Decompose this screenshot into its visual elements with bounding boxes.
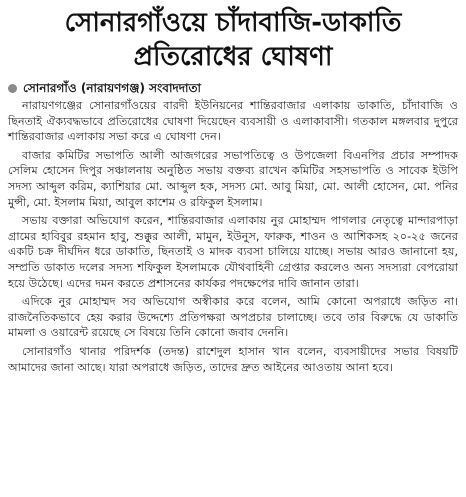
- headline-line-2: প্রতিরোধের ঘোষণা: [133, 42, 333, 72]
- bullet-icon: [8, 84, 17, 93]
- paragraph-2: বাজার কমিটির সভাপতি আলী আজগরের সভাপতিত্বে ও উপজেলা বিএনপির প্রচার সম্পাদক সেলিম হোসেন দিপুর সঞ্চালনায় অনুষ্ঠিত সভায় বক্তব্য রাখেন কমিটির সহসভাপতি ও সাবেক ইউপি সদস্য আব্দুল করিম, ক্যাশিয়ার মো. আব্দুল হক, সদস্য মো. আবু মিয়া, মো. আলী হোসেন, মো. পনির মুন্সী, মো. ইসলাম মিয়া, আবুল কাশেম ও রফিকুল ইসলাম।: [8, 148, 458, 209]
- headline: [0, 0, 466, 74]
- paragraph-4: এদিকে নুর মোহাম্মদ সব অভিযোগ অস্বীকার করে বলেন, আমি কোনো অপরাধে জড়িত না। রাজনৈতিকভাবে হেয় করার উদ্দেশ্যে প্রতিপক্ষরা অপপ্রচার চালাচ্ছে। তবে তার বিরুদ্ধে যে ডাকাতি মামলা ও ওয়ারেন্ট রয়েছে সে বিষয়ে তিনি কোনো জবাব দেননি।: [8, 295, 458, 340]
- byline-text: সোনারগাঁও (নারায়ণগঞ্জ) সংবাদদাতা: [23, 81, 202, 95]
- article-body: [8, 98, 458, 375]
- paragraph-1: নারায়ণগঞ্জের সোনারগাঁওয়ের বারদী ইউনিয়নের শান্তিরবাজার এলাকায় ডাকাতি, চাঁদাবাজি ও ছিনতাই ঐক্যবদ্ধভাবে প্রতিরোধের ঘোষণা দিয়েছেন ব্যবসায়ী ও এলাকাবাসী। গতকাল মঙ্গলবার দুপুরে শান্তিরবাজার এলাকায় সভা করে এ ঘোষণা দেন।: [8, 99, 458, 144]
- paragraph-5: সোনারগাঁও থানার পরিদর্শক (তদন্ত) রাশেদুল হাসান খান বলেন, ব্যবসায়ীদের সভার বিষয়টি আমাদের জানা আছে। যারা অপরাধে জড়িত, তাদের দ্রুত আইনের আওতায় আনা হবে।: [8, 344, 458, 374]
- headline-line-1: সোনারগাঁওয়ে চাঁদাবাজি-ডাকাতি: [64, 8, 402, 38]
- byline: [8, 80, 458, 96]
- paragraph-3: সভায় বক্তারা অভিযোগ করেন, শান্তিরবাজার এলাকায় নুর মোহাম্মদ পাগলার নেতৃত্বে মান্দারপাড়া গ্রামের হাবিবুর রহমান হাবু, শুক্কুর আলী, মামুন, ইউনুস, ফারুক, শাওন ও আশিকসহ ২০-২৫ জনের একটি চক্র দীর্ঘদিন ধরে ডাকাতি, ছিনতাই ও মাদক ব্যবসা চালিয়ে যাচ্ছে। সভায় আরও জানানো হয়, সম্প্রতি ডাকাত দলের সদস্য শফিকুল ইসলামকে যৌথবাহিনী গ্রেপ্তার করলেও অন্য সদস্যরা বেপরোয়া হয়ে উঠেছে। এদের দমন করতে প্রশাসনের কার্যকর পদক্ষেপের দাবি জানান তারা।: [8, 214, 458, 290]
